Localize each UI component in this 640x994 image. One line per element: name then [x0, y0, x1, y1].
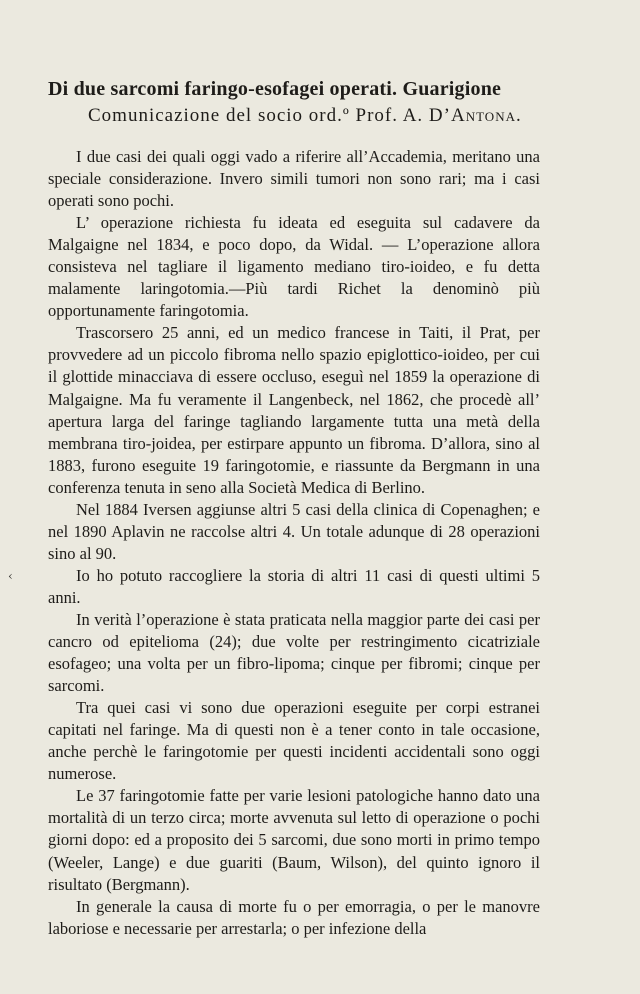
paragraph-6: In verità l’operazione è stata praticata nella maggior parte dei casi per cancro od epitelioma (24); due volte per restringimento cicatriziale esofageo; una volta per un fibro-lipoma; cinque per fibromi; cinque per sarcomi. — [48, 609, 540, 696]
subtitle-suffix: . — [515, 105, 522, 126]
paragraph-8: Le 37 faringotomie fatte per varie lesioni patologiche hanno dato una mortalità di un terzo circa; morte avvenuta sul letto di operazione o pochi giorni dopo: ed a proposito dei 5 sarcomi, due sono morti in primo tempo (Weeler, Lange) e due guariti (Baum, Wilson), del quinto ignoro il risultato (Bergmann). — [48, 786, 540, 894]
margin-mark: ‹ — [8, 569, 13, 583]
article-subtitle — [88, 105, 558, 127]
author-name: Antona — [450, 105, 516, 126]
body-text — [48, 146, 540, 940]
paragraph-5: Io ho potuto raccogliere la storia di altri 11 casi di questi ultimi 5 anni. — [48, 565, 540, 607]
paragraph-9: In generale la causa di morte fu o per emorragia, o per le manovre laboriose e necessarie per arrestarla; o per infezione della — [48, 896, 540, 938]
paragraph-2: L’ operazione richiesta fu ideata ed eseguita sul cadavere da Malgaigne nel 1834, e poco dopo, da Widal. — L’operazione allora consisteva nel tagliare il ligamento mediano tiro-ioideo, e fu detta malamente laringotomia.—Più tardi Richet la denominò più opportunamente faringotomia. — [48, 213, 540, 321]
paragraph-4: Nel 1884 Iversen aggiunse altri 5 casi della clinica di Copenaghen; e nel 1890 Aplavin ne raccolse altri 4. Un totale adunque di 28 operazioni sino al 90. — [48, 499, 540, 563]
paragraph-7: Tra quei casi vi sono due operazioni eseguite per corpi estranei capitati nel faringe. Ma di questi non è a tener conto in tale occasione, anche perchè le faringotomie per questi incidenti accidentali sono oggi numerose. — [48, 698, 540, 784]
subtitle-prefix: Comunicazione del socio ord.º Prof. A. D’ — [88, 105, 451, 126]
paragraph-1: I due casi dei quali oggi vado a riferire all’Accademia, meritano una speciale considerazione. Invero simili tumori non sono rari; ma i casi operati sono pochi. — [48, 147, 540, 211]
paragraph-3: Trascorsero 25 anni, ed un medico francese in Taiti, il Prat, per provvedere ad un piccolo fibroma nello spazio epiglottico-ioideo, per cui il glottide minacciava di essere occluso, eseguì nel 1859 la operazione di Malgaigne. Ma fu veramente il Langenbeck, nel 1862, che procedè all’ apertura larga del faringe tagliando largamente tutta una metà della membrana tiro-joidea, per estirpare appunto un fibroma. D’allora, sino al 1883, furono eseguite 19 faringotomie, e riassunte da Bergmann in una conferenza tenuta in seno alla Società Medica di Berlino. — [48, 323, 540, 497]
article-title: Di due sarcomi faringo-esofagei operati. Guarigione — [48, 78, 502, 100]
